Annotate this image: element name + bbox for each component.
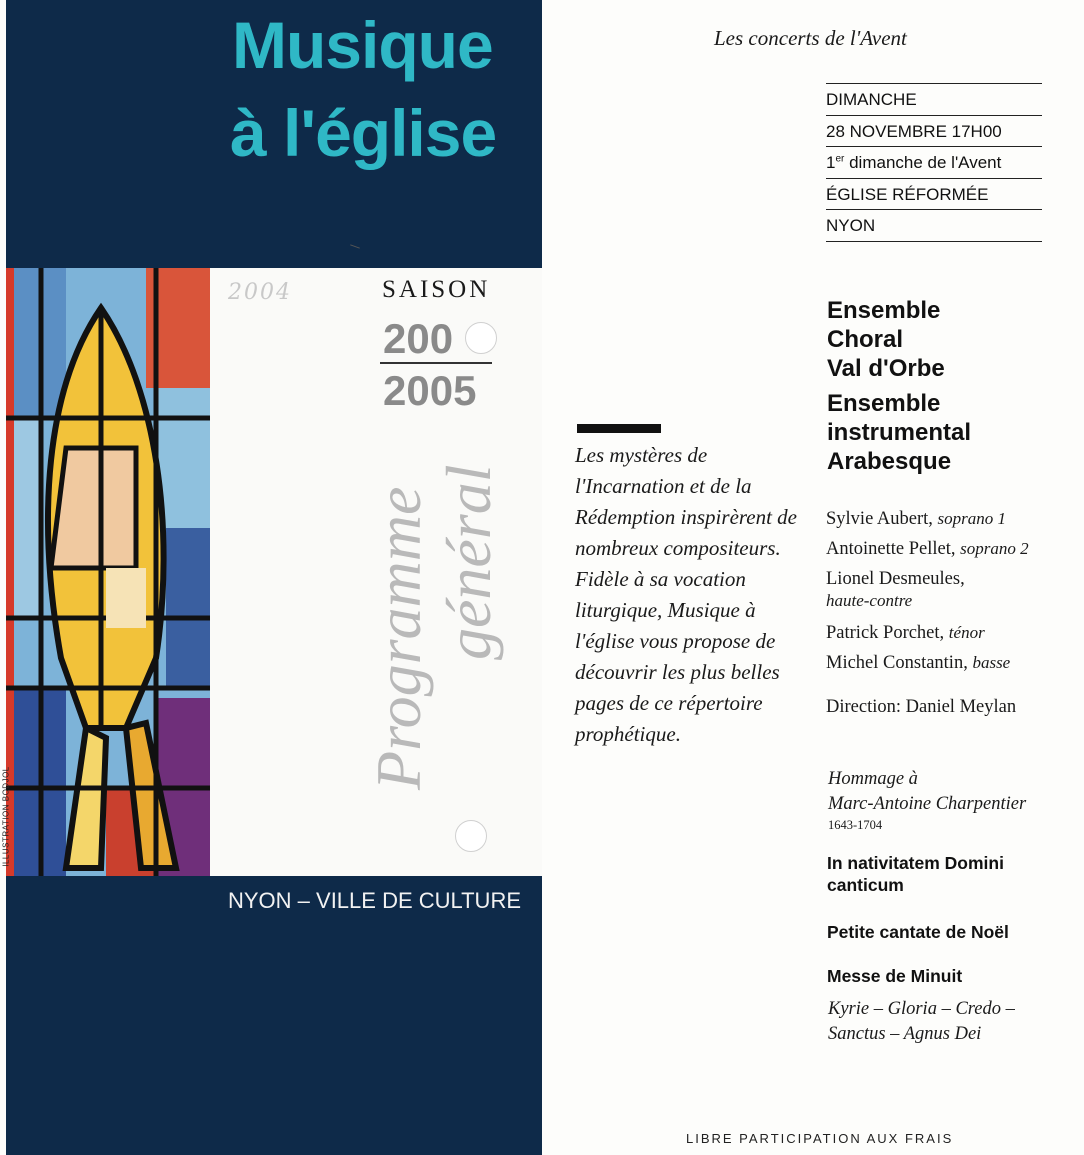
programme-title-line2: général xyxy=(433,464,504,660)
mass-line: Kyrie – Gloria – Credo – xyxy=(828,999,1015,1019)
ensemble-line: Choral xyxy=(827,326,904,353)
city-tagline: NYON – VILLE DE CULTURE xyxy=(228,888,522,913)
composer-dates: 1643-1704 xyxy=(828,818,883,832)
cast-member xyxy=(826,504,1076,534)
composer-name: Marc-Antoine Charpentier xyxy=(828,794,1027,814)
ensembles-block xyxy=(827,296,1067,476)
concert-occasion xyxy=(826,146,1042,178)
cast-member xyxy=(826,618,1076,648)
occasion-ordinal: er xyxy=(835,153,845,165)
concert-day: DIMANCHE xyxy=(826,83,1042,115)
season-label: SAISON xyxy=(382,276,491,303)
punch-hole xyxy=(455,820,487,852)
series-title: Les concerts de l'Avent xyxy=(714,26,907,50)
cast-name: Michel Constantin, xyxy=(826,653,973,673)
work-title: In nativitatem Domini canticum xyxy=(827,853,1004,895)
cast-role: haute-contre xyxy=(826,591,913,610)
season-year-end: 2005 xyxy=(383,367,477,414)
mass-line: Sanctus – Agnus Dei xyxy=(828,1024,982,1044)
occasion-number: 1 xyxy=(826,153,836,172)
cast-role: ténor xyxy=(948,623,985,642)
work-title: Petite cantate de Noël xyxy=(827,922,1009,942)
cast-role: soprano 2 xyxy=(960,539,1029,558)
admission-note: LIBRE PARTICIPATION AUX FRAIS xyxy=(686,1131,954,1146)
occasion-text: dimanche de l'Avent xyxy=(844,153,1002,172)
cover-title-line1: Musique xyxy=(232,8,493,82)
cast-role: soprano 1 xyxy=(937,509,1006,528)
work-title: Messe de Minuit xyxy=(827,966,963,986)
stained-glass-illustration xyxy=(6,268,210,876)
programme-title-line1: Programme xyxy=(363,486,434,790)
concert-info-table xyxy=(826,83,1042,242)
hommage-block xyxy=(828,767,1026,817)
direction-credit: Direction: Daniel Meylan xyxy=(826,697,1017,717)
intro-rule xyxy=(577,424,661,433)
mass-movements xyxy=(828,997,1015,1047)
punch-hole xyxy=(465,322,497,354)
ensemble-line: Ensemble xyxy=(827,297,941,324)
cover-title-line2: à l'église xyxy=(230,96,497,170)
hommage-line: Hommage à xyxy=(828,769,918,789)
ensemble-line: Ensemble xyxy=(827,390,941,417)
ensemble-line: instrumental xyxy=(827,419,972,446)
illustration-credit: ILLUSTRATION BODJOL xyxy=(1,766,11,867)
ensemble-line: Arabesque xyxy=(827,448,952,475)
cast-role: basse xyxy=(972,653,1011,672)
cast-member xyxy=(826,648,1076,678)
ensemble-line: Val d'Orbe xyxy=(827,355,945,382)
cast-name: Antoinette Pellet, xyxy=(826,539,961,559)
concert-venue: ÉGLISE RÉFORMÉE xyxy=(826,178,1042,210)
handwritten-note: 2004 xyxy=(228,280,292,305)
cast-name: Lionel Desmeules, xyxy=(826,569,965,589)
cast-name: Sylvie Aubert, xyxy=(826,509,938,529)
concert-date-time: 28 NOVEMBRE 17H00 xyxy=(826,115,1042,147)
intro-text: Les mystères de l'Incarnation et de la Rédemption inspirèrent de nombreux compositeurs. Fidèle à sa vocation liturgique, Musique à l'église vous propose de découvrir les plus belles pages de ce répertoire prophétique. xyxy=(575,443,798,746)
cast-member xyxy=(826,534,1076,564)
concert-city: NYON xyxy=(826,209,1042,242)
cast-list xyxy=(826,504,1076,678)
cover-footer-band xyxy=(6,876,542,1155)
cast-name: Patrick Porchet, xyxy=(826,623,949,643)
season-year-start: 200 xyxy=(383,315,454,362)
year-divider xyxy=(380,362,492,364)
